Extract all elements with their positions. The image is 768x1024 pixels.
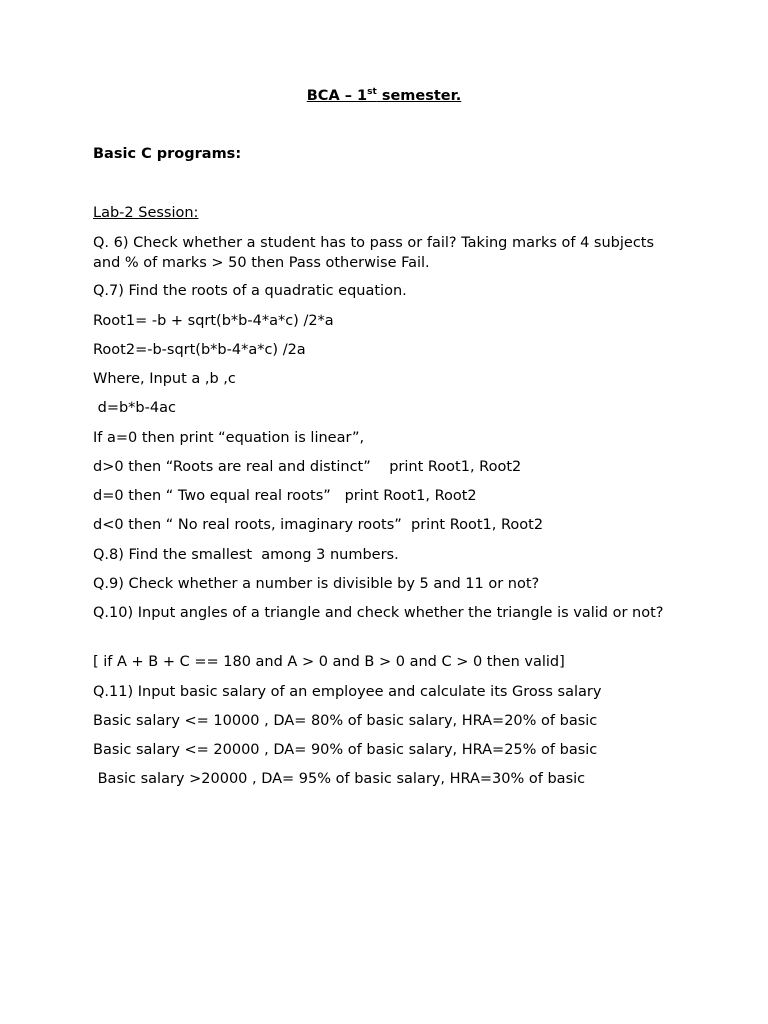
question-8: Q.8) Find the smallest among 3 numbers. <box>93 547 399 563</box>
question-9: Q.9) Check whether a number is divisible by 5 and 11 or not? <box>93 576 540 592</box>
question-11: Q.11) Input basic salary of an employee and calculate its Gross salary <box>93 684 602 700</box>
document-title <box>0 87 768 107</box>
d-positive-condition: d>0 then “Roots are real and distinct” print Root1, Root2 <box>93 459 522 475</box>
section-heading: Basic C programs: <box>93 146 242 162</box>
triangle-condition: [ if A + B + C == 180 and A > 0 and B > 0 and C > 0 then valid] <box>93 654 565 670</box>
root2-formula: Root2=-b-sqrt(b*b-4*a*c) /2a <box>93 342 306 358</box>
root1-formula: Root1= -b + sqrt(b*b-4*a*c) /2*a <box>93 313 334 329</box>
linear-condition: If a=0 then print “equation is linear”, <box>93 430 365 446</box>
question-10: Q.10) Input angles of a triangle and check whether the triangle is valid or not? <box>93 605 664 621</box>
discriminant-line: d=b*b-4ac <box>93 400 176 416</box>
salary-rule-2: Basic salary <= 20000 , DA= 90% of basic salary, HRA=25% of basic <box>93 742 598 758</box>
title-suffix: semester. <box>376 88 462 104</box>
salary-rule-1: Basic salary <= 10000 , DA= 80% of basic salary, HRA=20% of basic <box>93 713 598 729</box>
session-heading: Lab-2 Session: <box>93 205 199 221</box>
title-superscript: st <box>367 87 377 98</box>
salary-rule-3: Basic salary >20000 , DA= 95% of basic salary, HRA=30% of basic <box>93 771 586 787</box>
d-negative-condition: d<0 then “ No real roots, imaginary roots” print Root1, Root2 <box>93 517 544 533</box>
question-7: Q.7) Find the roots of a quadratic equation. <box>93 283 407 299</box>
title-prefix: BCA – 1 <box>306 88 368 104</box>
question-6: Q. 6) Check whether a student has to pass or fail? Taking marks of 4 subjects and % of marks > 50 then Pass otherwise Fail. <box>93 235 655 271</box>
d-zero-condition: d=0 then “ Two equal real roots” print Root1, Root2 <box>93 488 477 504</box>
inputs-line: Where, Input a ,b ,c <box>93 371 236 387</box>
